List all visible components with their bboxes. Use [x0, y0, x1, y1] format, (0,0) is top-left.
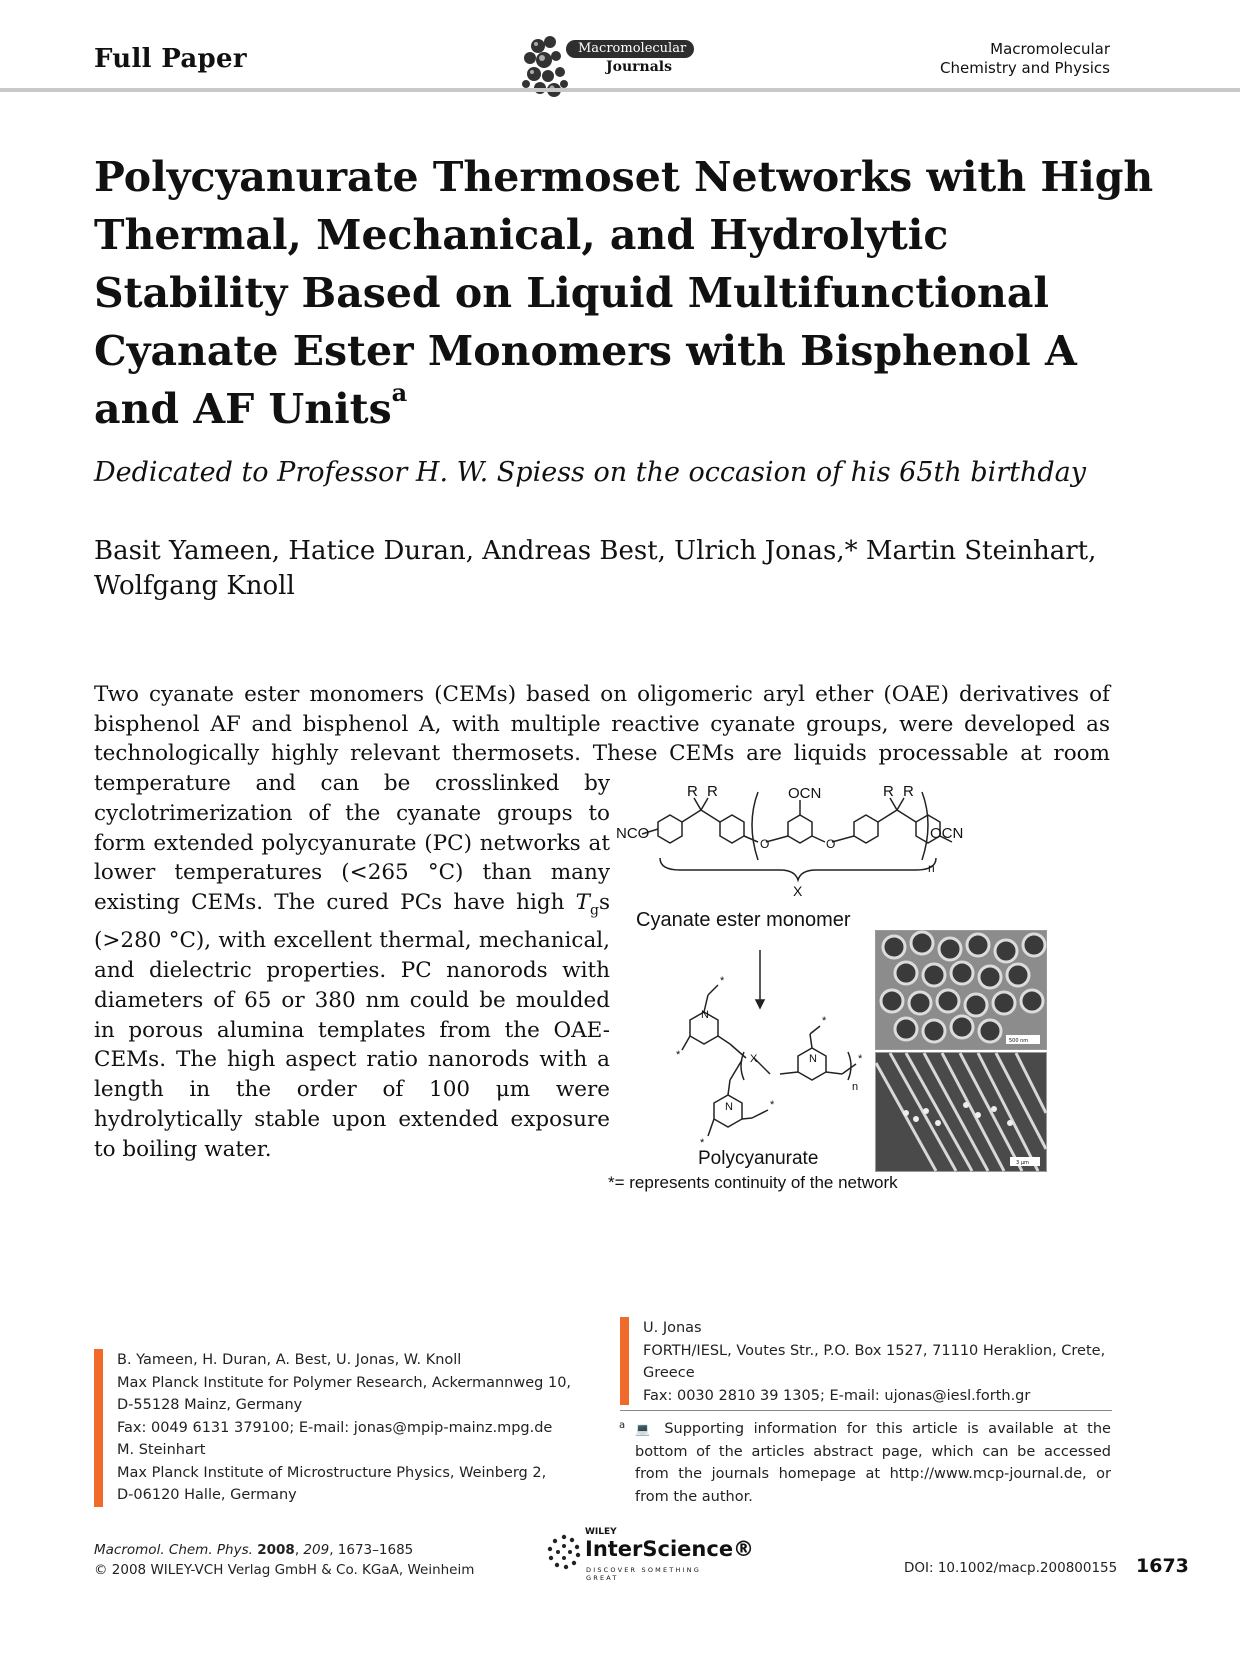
- supporting-info-note: [619, 1418, 1111, 1508]
- header-divider: [0, 88, 1240, 92]
- abstract-part-b: s (>280 °C), with excellent thermal, mechanical, and dielectric properties. PC nanorods with diameters of 65 or 380 nm could be moulded in porous alumina templates from the OAE-CEMs. The high aspect ratio nanorods with a length in the order of 100 μm were hydrolytically stable upon extended exposure to boiling water.: [94, 890, 610, 1162]
- label-n-2: N: [809, 1053, 817, 1065]
- supporting-text: Supporting information for this article is available at the bottom of the articles abstract page, which can be accessed from the journals homepage at http://www.mcp-journal.de, or from the author.: [635, 1421, 1111, 1505]
- label-star-6: *: [770, 1099, 775, 1111]
- label-x: X: [793, 883, 803, 899]
- label-x-small: X: [750, 1053, 758, 1065]
- abstract-column: [94, 769, 610, 1165]
- label-o-2: O: [826, 837, 836, 851]
- computer-icon: 💻: [635, 1422, 655, 1436]
- sem-image-nanotubes: [875, 930, 1047, 1050]
- caption-continuity: *= represents continuity of the network: [608, 1173, 898, 1192]
- copyright-line: © 2008 WILEY-VCH Verlag GmbH & Co. KGaA, Weinheim: [94, 1562, 475, 1578]
- article-title-text: Polycyanurate Thermoset Networks with High Thermal, Mechanical, and Hydrolytic Stability Based on Liquid Multifunctional Cyanate Ester Monomers with Bisphenol A and AF Units: [94, 153, 1154, 433]
- sem-nanorods-texture: [876, 1053, 1046, 1171]
- journal-name: [940, 40, 1110, 78]
- label-star-3: *: [822, 1015, 827, 1027]
- journal-name-line1: Macromolecular: [990, 40, 1110, 58]
- author-list: [94, 534, 1144, 604]
- journal-name-line2: Chemistry and Physics: [940, 59, 1110, 77]
- abstract-line-1: Two cyanate ester monomers (CEMs) based on oligomeric aryl ether (OAE) derivatives of: [94, 682, 1110, 707]
- affiliation-bar-right: [620, 1317, 629, 1405]
- x-brace: [660, 858, 936, 880]
- affiliation-bar-left: [94, 1349, 103, 1507]
- publisher-logo: [545, 1527, 755, 1582]
- label-r3: R: [883, 783, 894, 800]
- affil-left-line-7: D-06120 Halle, Germany: [117, 1487, 297, 1503]
- citation-footer: [94, 1540, 474, 1580]
- sem-image-nanorods: [875, 1052, 1047, 1172]
- label-n-1: N: [701, 1009, 709, 1021]
- graphical-abstract: [608, 783, 1110, 1260]
- scale-label-top: 500 nm: [1009, 1038, 1029, 1044]
- journal-logo: [510, 32, 710, 106]
- label-star-2: *: [676, 1049, 681, 1061]
- affil-right-line-1: U. Jonas: [643, 1320, 702, 1336]
- affil-left-line-5: M. Steinhart: [117, 1442, 206, 1458]
- affil-left-line-4: Fax: 0049 6131 379100; E-mail: jonas@mpip-mainz.mpg.de: [117, 1419, 553, 1436]
- publisher-interscience: InterScience®: [585, 1537, 755, 1561]
- article-title: [94, 148, 1154, 438]
- affil-left-line-3: D-55128 Mainz, Germany: [117, 1397, 303, 1413]
- affil-left-line-2: Max Planck Institute for Polymer Research, Ackermannweg 10,: [117, 1374, 572, 1391]
- label-nco: NCO: [616, 825, 650, 842]
- label-star-1: *: [720, 975, 725, 987]
- citation-line: Macromol. Chem. Phys. 2008, 209, 1673–1685: [94, 1542, 414, 1558]
- label-r2: R: [707, 783, 718, 800]
- benzene-ring-4: [854, 815, 878, 843]
- label-n: n: [928, 861, 935, 875]
- section-label: Full Paper: [94, 44, 247, 74]
- abstract-part-a: temperature and can be crosslinked by cyclotrimerization of the cyanate groups to form extended polycyanurate (PC) networks at lower temperatures (<265 °C) than many existing CEMs. The cured PCs have high: [94, 771, 610, 916]
- bracket-small-right: [848, 1052, 851, 1080]
- doi: DOI: 10.1002/macp.200800155: [904, 1560, 1118, 1576]
- label-n-3: N: [725, 1101, 733, 1113]
- label-ocn-top: OCN: [788, 785, 822, 802]
- label-r4: R: [903, 783, 914, 800]
- abstract-line-3: technologically highly relevant thermosets. These CEMs are liquids processable at room: [94, 741, 1110, 766]
- citation-volume: 209: [303, 1542, 330, 1558]
- label-star-4: *: [858, 1053, 863, 1065]
- benzene-ring-1: [658, 815, 682, 843]
- label-r1: R: [687, 783, 698, 800]
- label-ocn-right: OCN: [930, 825, 964, 842]
- citation-pages: 1673–1685: [337, 1542, 414, 1558]
- affiliations-right: [643, 1317, 1113, 1407]
- publisher-wiley: WILEY: [585, 1527, 617, 1537]
- affiliations-left: [117, 1349, 587, 1507]
- affil-right-line-4: Fax: 0030 2810 39 1305; E-mail: ujonas@iesl.forth.gr: [643, 1387, 1031, 1404]
- supporting-marker: a: [619, 1420, 626, 1431]
- affil-right-line-2: FORTH/IESL, Voutes Str., P.O. Box 1527, 71110 Heraklion, Crete,: [643, 1342, 1106, 1359]
- title-footnote-marker: a: [391, 378, 408, 407]
- globe-dots-icon: [545, 1533, 583, 1571]
- footnote-divider: [620, 1410, 1112, 1411]
- benzene-ring-2: [720, 815, 744, 843]
- label-star-5: *: [700, 1137, 705, 1149]
- authors-line-2: Wolfgang Knoll: [94, 571, 295, 601]
- tg-symbol: T: [575, 890, 590, 916]
- sem-nanotubes-texture: [876, 931, 1046, 1049]
- scale-label-bottom: 3 μm: [1016, 1160, 1029, 1166]
- tg-subscript: g: [589, 902, 599, 919]
- publisher-tagline: DISCOVER SOMETHING GREAT: [586, 1566, 701, 1582]
- label-o-1: O: [760, 837, 770, 851]
- abstract-full-width: [94, 680, 1110, 769]
- citation-journal: Macromol. Chem. Phys.: [94, 1542, 253, 1558]
- affil-right-line-3: Greece: [643, 1365, 695, 1381]
- journal-logo-label: Macromolecular: [566, 40, 694, 58]
- caption-monomer: Cyanate ester monomer: [636, 909, 851, 931]
- affil-left-line-1: B. Yameen, H. Duran, A. Best, U. Jonas, W. Knoll: [117, 1352, 462, 1368]
- bracket-left: [752, 792, 758, 860]
- citation-year: 2008: [257, 1542, 295, 1558]
- label-n-small: n: [852, 1081, 859, 1093]
- caption-polycyanurate: Polycyanurate: [698, 1148, 819, 1169]
- benzene-ring-3: [788, 815, 812, 843]
- affil-left-line-6: Max Planck Institute of Microstructure Physics, Weinberg 2,: [117, 1464, 547, 1481]
- dedication: Dedicated to Professor H. W. Spiess on the occasion of his 65th birthday: [94, 457, 1087, 488]
- authors-line-1: Basit Yameen, Hatice Duran, Andreas Best, Ulrich Jonas,* Martin Steinhart,: [94, 536, 1097, 566]
- bracket-right: [922, 792, 928, 860]
- abstract-line-2: bisphenol AF and bisphenol A, with multiple reactive cyanate groups, were developed as: [94, 711, 1110, 737]
- journal-logo-sublabel: Journals: [606, 59, 672, 75]
- page-number: 1673: [1136, 1555, 1189, 1577]
